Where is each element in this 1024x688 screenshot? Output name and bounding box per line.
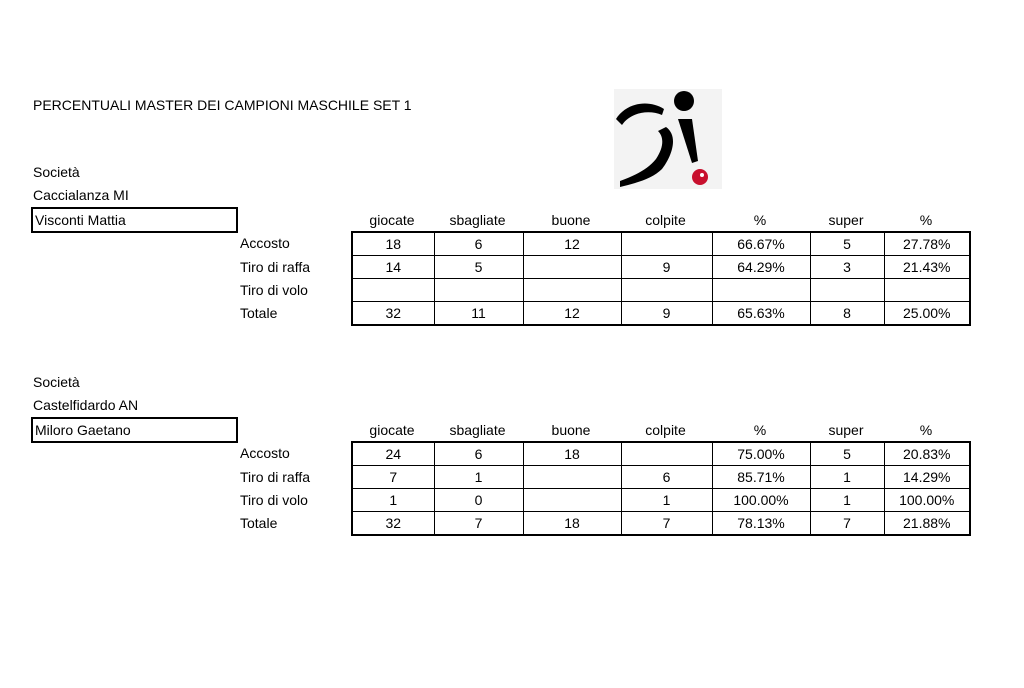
table-cell [352,279,434,302]
col-header-sbagliate: sbagliate [449,212,506,228]
col-header-buone: buone [551,422,591,438]
table-cell: 6 [434,232,523,256]
table-cell: 20.83% [884,442,970,466]
col-header-super: super [828,212,864,228]
table-cell: 65.63% [712,302,810,326]
table-cell [523,466,621,489]
societa-label: Società [33,374,80,390]
table-cell: 11 [434,302,523,326]
col-header-percent-super: % [919,422,933,438]
societa-name: Castelfidardo AN [33,397,139,413]
table-cell: 27.78% [884,232,970,256]
table-cell: 1 [352,489,434,512]
row-label-tiro-di-raffa: Tiro di raffa [240,259,311,275]
table-cell [712,279,810,302]
table-cell: 9 [621,302,712,326]
col-header-giocate: giocate [369,212,415,228]
table-cell: 7 [810,512,884,536]
player-name: Visconti Mattia [35,212,126,228]
table-cell: 32 [352,512,434,536]
table-cell: 66.67% [712,232,810,256]
table-cell: 7 [352,466,434,489]
table-cell: 1 [434,466,523,489]
table-cell: 21.43% [884,256,970,279]
col-header-buone: buone [551,212,591,228]
page-title: PERCENTUALI MASTER DEI CAMPIONI MASCHILE SET 1 [33,97,412,113]
table-cell [884,279,970,302]
societa-name: Caccialanza MI [33,187,129,203]
table-cell: 100.00% [884,489,970,512]
table-row [352,512,970,536]
table-cell [523,489,621,512]
table-cell: 8 [810,302,884,326]
row-label-totale: Totale [240,305,278,321]
table-row [352,442,970,466]
table-row [352,489,970,512]
table-cell: 1 [621,489,712,512]
table-cell: 5 [434,256,523,279]
table-cell: 1 [810,489,884,512]
table-cell: 14 [352,256,434,279]
table-cell: 85.71% [712,466,810,489]
player-name-box [31,417,238,443]
table-cell: 1 [810,466,884,489]
table-cell: 25.00% [884,302,970,326]
stats-table [351,231,971,326]
table-row [352,279,970,302]
table-cell [523,256,621,279]
col-header-percent: % [753,422,767,438]
table-cell: 0 [434,489,523,512]
table-cell: 75.00% [712,442,810,466]
table-cell [621,279,712,302]
table-cell: 6 [621,466,712,489]
stats-table [351,441,971,536]
table-cell: 9 [621,256,712,279]
table-cell: 12 [523,232,621,256]
table-cell [621,232,712,256]
col-header-colpite: colpite [645,422,686,438]
table-cell: 78.13% [712,512,810,536]
table-cell [621,442,712,466]
table-cell: 64.29% [712,256,810,279]
col-header-percent: % [753,212,767,228]
table-cell: 7 [434,512,523,536]
table-cell: 12 [523,302,621,326]
col-header-giocate: giocate [369,422,415,438]
table-cell: 18 [352,232,434,256]
row-label-tiro-di-volo: Tiro di volo [240,282,308,298]
col-header-percent-super: % [919,212,933,228]
table-cell: 100.00% [712,489,810,512]
player-name: Miloro Gaetano [35,422,131,438]
table-row [352,466,970,489]
table-cell [434,279,523,302]
row-label-tiro-di-raffa: Tiro di raffa [240,469,311,485]
table-cell [523,279,621,302]
row-label-accosto: Accosto [240,445,290,461]
logo-head [674,91,694,111]
table-row [352,302,970,326]
table-cell: 24 [352,442,434,466]
table-cell: 18 [523,442,621,466]
player-block-2 [0,373,1024,573]
player-block-1 [0,163,1024,363]
table-cell: 5 [810,232,884,256]
table-cell: 3 [810,256,884,279]
col-header-colpite: colpite [645,212,686,228]
table-row [352,256,970,279]
player-name-box [31,207,238,233]
row-label-tiro-di-volo: Tiro di volo [240,492,308,508]
table-cell: 6 [434,442,523,466]
table-cell: 7 [621,512,712,536]
table-cell: 32 [352,302,434,326]
table-cell: 5 [810,442,884,466]
row-label-totale: Totale [240,515,278,531]
societa-label: Società [33,164,80,180]
table-cell: 14.29% [884,466,970,489]
col-header-super: super [828,422,864,438]
table-row [352,232,970,256]
table-cell: 18 [523,512,621,536]
col-header-sbagliate: sbagliate [449,422,506,438]
table-cell [810,279,884,302]
table-cell: 21.88% [884,512,970,536]
row-label-accosto: Accosto [240,235,290,251]
